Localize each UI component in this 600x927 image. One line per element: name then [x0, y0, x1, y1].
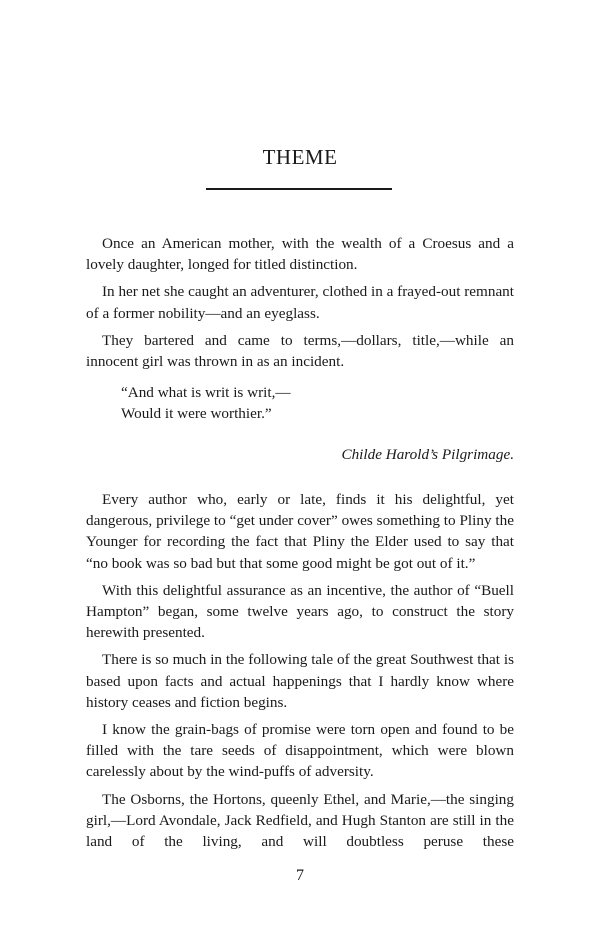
page-number: 7: [296, 867, 304, 884]
verse-line: “And what is writ is writ,—: [121, 384, 291, 401]
paragraph: With this delightful assurance as an incentive, the author of “Buell Hampton” began, some twelve years ago, to construct the story herewith presented.: [86, 581, 514, 642]
paragraph: They bartered and came to terms,—dollars, title,—while an innocent girl was thrown in as an incident.: [86, 331, 514, 371]
chapter-heading: THEME: [262, 145, 338, 169]
verse-line: Would it were worthier.”: [121, 405, 272, 423]
epigraph-attribution: Childe Harold’s Pilgrimage.: [341, 446, 514, 463]
intro-section: [86, 233, 514, 378]
paragraph: I know the grain-bags of promise were torn open and found to be filled with the tare seeds of disappointment, which were blown carelessly about by the wind-puffs of adversity.: [86, 721, 514, 781]
paragraph: In her net she caught an adventurer, clothed in a frayed-out remnant of a former nobility—and an eyeglass.: [86, 283, 514, 322]
paragraph: There is so much in the following tale of the great Southwest that is based upon facts and actual happenings that I hardly know where history ceases and fiction begins.: [86, 651, 514, 711]
epigraph-verse: [121, 382, 291, 424]
paragraph: Every author who, early or late, finds it his delightful, yet dangerous, privilege to “get under cover” owes something to Pliny the Younger for recording the fact that Pliny the Elder used to say that “no book was so bad but that some good might be got out of it.”: [86, 491, 514, 572]
paragraph: The Osborns, the Hortons, queenly Ethel, and Marie,—the singing girl,—Lord Avondale, Jack Redfield, and Hugh Stanton are still in the land of the living, and will doubtless peruse these: [86, 790, 514, 851]
paragraph: Once an American mother, with the wealth of a Croesus and a lovely daughter, longed for titled distinction.: [86, 235, 514, 274]
heading-rule: [206, 188, 392, 190]
body-section: [86, 489, 514, 858]
